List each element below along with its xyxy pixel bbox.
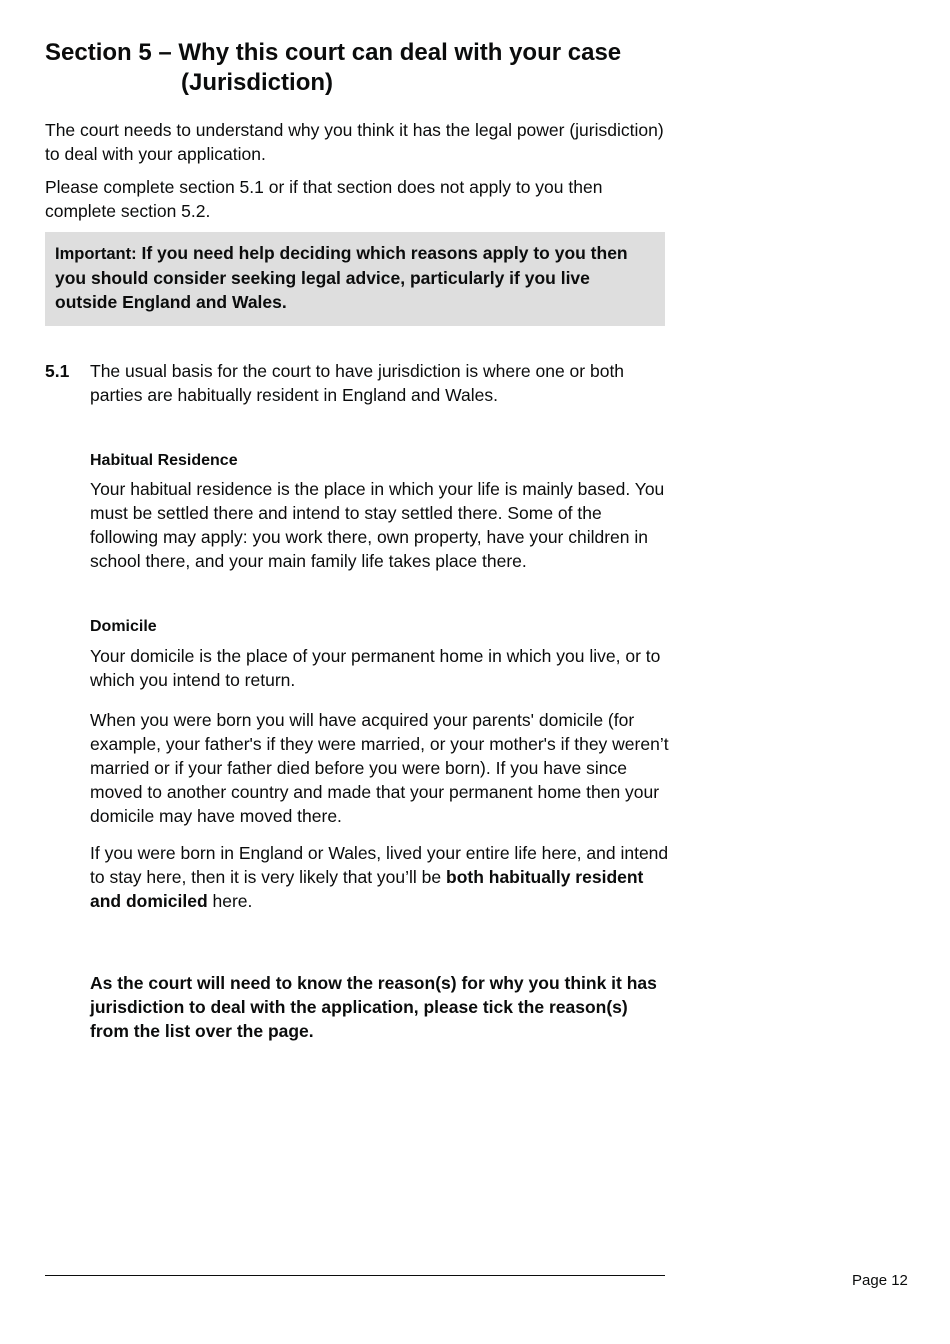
important-label: Important: — [55, 245, 137, 263]
domicile-paragraph-3-start: If you were born in England or Wales, lived your entire life here, and intend to stay here, then it is very likely that you’ll be — [90, 843, 669, 887]
domicile-paragraph-3-bold: both habitually resident and domiciled — [90, 867, 644, 911]
intro-paragraph-2: Please complete section 5.1 or if that section does not apply to you then complete section 5.2. — [45, 177, 603, 221]
section-title-line2: (Jurisdiction) — [181, 69, 334, 96]
important-text: If you need help deciding which reasons apply to you then you should consider seeking legal advice, particularly if you live outside England and Wales. — [55, 243, 628, 312]
domicile-paragraph-3 — [90, 841, 670, 913]
section-title — [45, 38, 685, 98]
important-notice — [45, 232, 665, 326]
domicile-paragraph-1: Your domicile is the place of your permanent home in which you live, or to which you intend to return. — [90, 646, 661, 690]
footer-divider — [45, 1275, 665, 1276]
habitual-residence-text: Your habitual residence is the place in which your life is mainly based. You must be settled there and intend to stay settled there. Some of the following may apply: you work there, own property, have your children in school there, and your main family life takes place there. — [90, 479, 665, 571]
page-number: Page 12 — [852, 1272, 908, 1289]
section-title-line1: Section 5 – Why this court can deal with your case — [45, 39, 622, 66]
habitual-residence-heading: Habitual Residence — [90, 452, 238, 469]
domicile-heading: Domicile — [90, 618, 157, 635]
question-text: The usual basis for the court to have jurisdiction is where one or both parties are habitually resident in England and Wales. — [90, 361, 625, 405]
domicile-paragraph-3-end: here. — [207, 891, 253, 911]
question-number: 5.1 — [45, 361, 70, 381]
intro-paragraph-1: The court needs to understand why you think it has the legal power (jurisdiction) to deal with your application. — [45, 120, 664, 164]
domicile-paragraph-2: When you were born you will have acquired your parents' domicile (for example, your father's if they were married, or your mother's if they weren’t married or if your father died before you were born). If you have since moved to another country and made that your permanent home then your domicile may have moved there. — [90, 710, 669, 826]
tick-instruction: As the court will need to know the reason(s) for why you think it has jurisdiction to deal with the application, please tick the reason(s) from the list over the page. — [90, 973, 657, 1041]
